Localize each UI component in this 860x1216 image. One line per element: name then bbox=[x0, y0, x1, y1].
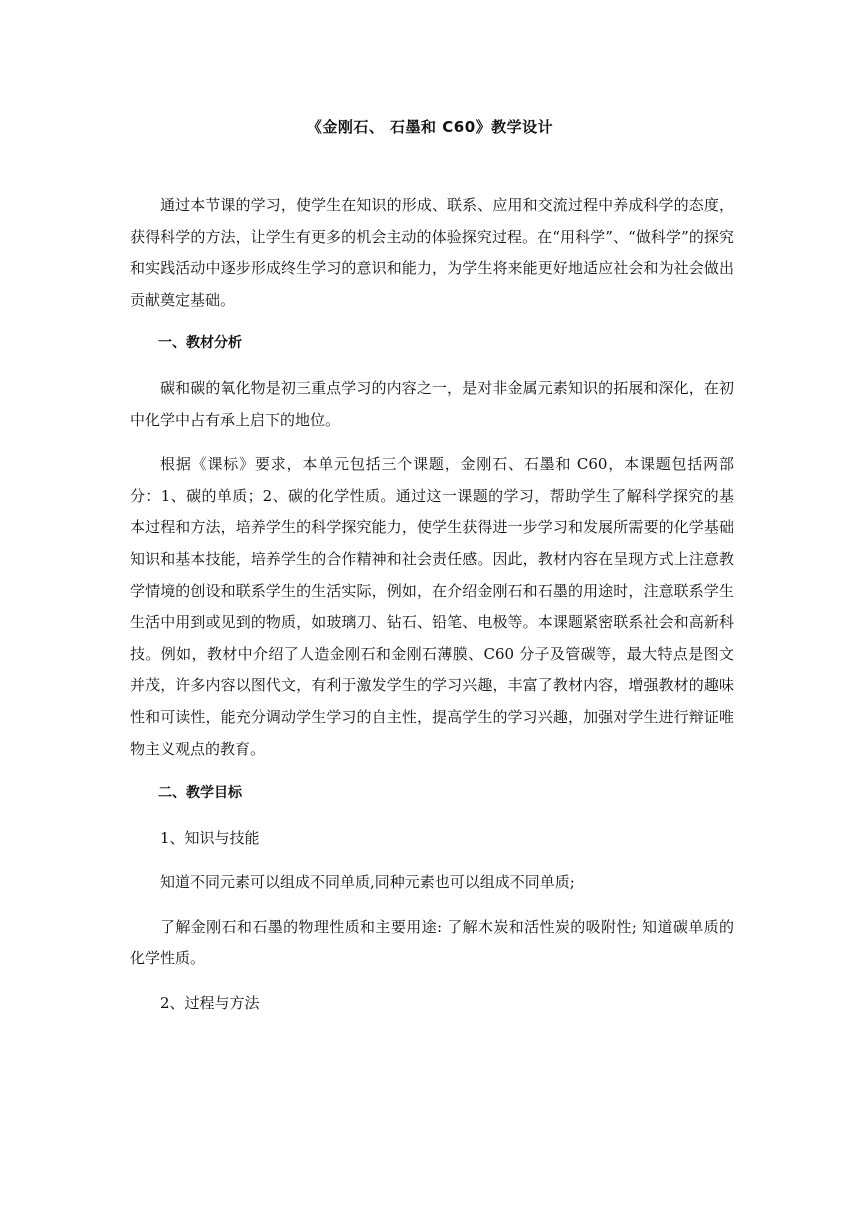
goals-paragraph-1: 知道不同元素可以组成不同单质,同种元素也可以组成不同单质; bbox=[160, 873, 575, 892]
intro-paragraph: 通过本节课的学习，使学生在知识的形成、联系、应用和交流过程中养成科学的态度，获得科学的方法，让学生有更多的机会主动的体验探究过程。在“用科学”、“做科学”的探究和实践活动中逐步形成终生学习的意识和能力，为学生将来能更好地适应社会和为社会做出贡献奠定基础。 bbox=[130, 196, 734, 309]
page-title: 《金刚石、 石墨和 C60》教学设计 bbox=[306, 118, 554, 136]
section-heading-textbook-analysis: 一、教材分析 bbox=[158, 335, 242, 352]
subheading-process-methods: 2、过程与方法 bbox=[160, 994, 260, 1013]
analysis-paragraph-1: 碳和碳的氧化物是初三重点学习的内容之一，是对非金属元素知识的拓展和深化，在初中化学中占有承上启下的地位。 bbox=[130, 378, 734, 429]
goals-paragraph-2: 了解金刚石和石墨的物理性质和主要用途: 了解木炭和活性炭的吸附性; 知道碳单质的化学性质。 bbox=[130, 917, 734, 968]
subheading-knowledge-skills: 1、知识与技能 bbox=[160, 828, 260, 847]
analysis-paragraph-2: 根据《课标》要求，本单元包括三个课题，金刚石、石墨和 C60，本课题包括两部分：1、碳的单质；2、碳的化学性质。通过这一课题的学习，帮助学生了解科学探究的基本过程和方法，培养学生的科学探究能力，使学生获得进一步学习和发展所需要的化学基础知识和基本技能，培养学生的合作精神和社会责任感。因此，教材内容在呈现方式上注意教学情境的创设和联系学生的生活实际，例如，在介绍金刚石和石墨的用途时，注意联系学生生活中用到或见到的物质，如玻璃刀、钻石、铅笔、电极等。本课题紧密联系社会和高新科技。例如，教材中介绍了人造金刚石和金刚石薄膜、C60 分子及管碳等，最大特点是图文并茂，许多内容以图代文，有利于激发学生的学习兴趣，丰富了教材内容，增强教材的趣味性和可读性，能充分调动学生学习的自主性，提高学生的学习兴趣，加强对学生进行辩证唯物主义观点的教育。 bbox=[130, 455, 734, 758]
section-heading-teaching-goals: 二、教学目标 bbox=[158, 785, 242, 802]
document-body bbox=[130, 190, 734, 1033]
